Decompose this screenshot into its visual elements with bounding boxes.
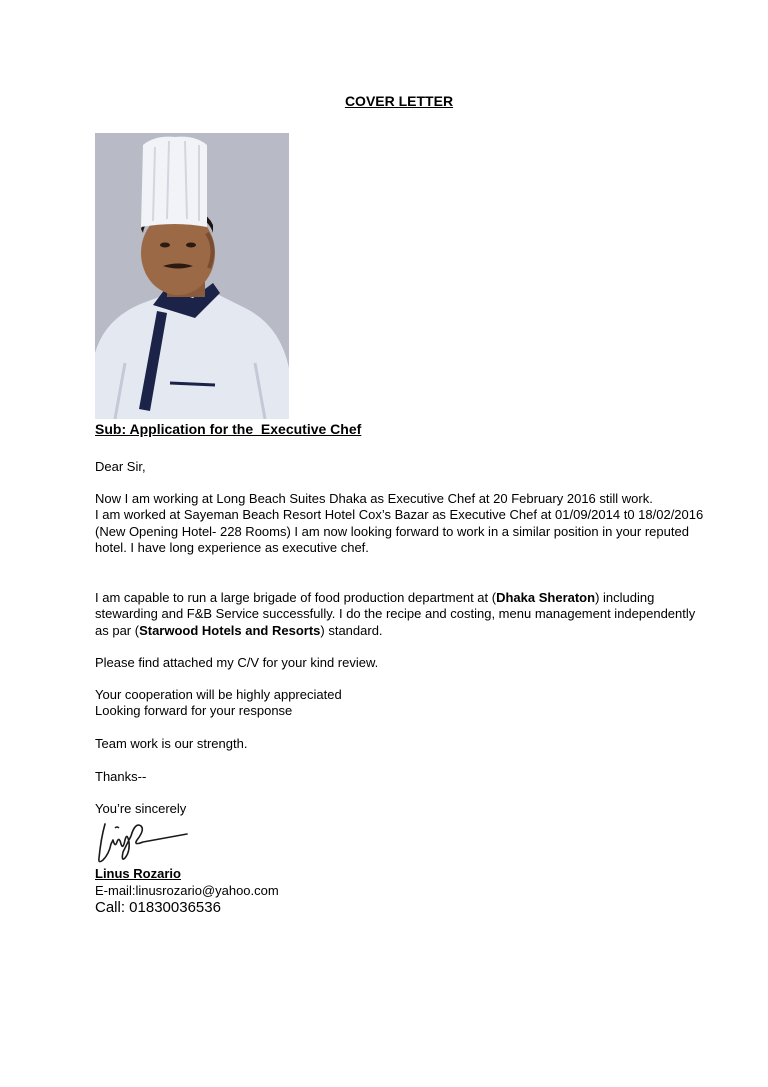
paragraph-line: Looking forward for your response: [95, 703, 293, 719]
subject-line: Sub: Application for the Executive Chef: [95, 421, 362, 437]
paragraph-text: ) including stewarding and F&B Service successfully. I do the recipe and costing, menu management independently as par (: [95, 590, 696, 638]
paragraph-text: I am capable to run a large brigade of food production department at (: [95, 590, 497, 605]
paragraph-cooperation: [95, 687, 705, 720]
contact-phone: Call: 01830036536: [95, 899, 221, 916]
handwritten-signature-icon: [95, 818, 190, 868]
paragraph-thanks: Thanks--: [95, 769, 147, 784]
paragraph-line: Now I am working at Long Beach Suites Dhaka as Executive Chef at 20 February 2016 still work.: [95, 491, 653, 506]
bold-starwood: Starwood Hotels and Resorts: [139, 622, 321, 638]
paragraph-line: Your cooperation will be highly appreciated: [95, 687, 342, 702]
chef-portrait-photo: [95, 133, 289, 419]
paragraph-line: I am worked at Sayeman Beach Resort Hotel Cox’s Bazar as Executive Chef at 01/09/2014 t0 18/02/2016 (New Opening Hotel- 228 Rooms) I am now looking forward to work in a similar position in your reputed hotel. I have long experience as executive chef.: [95, 507, 704, 555]
page-title: COVER LETTER: [344, 93, 454, 109]
paragraph-teamwork: Team work is our strength.: [95, 736, 248, 751]
closing-line: You’re sincerely: [95, 801, 187, 816]
bold-dhaka-sheraton: Dhaka Sheraton: [496, 590, 596, 605]
paragraph-text: ) standard.: [320, 622, 383, 638]
paragraph-attachment: Please find attached my C/V for your kind review.: [95, 655, 379, 670]
contact-email: E-mail:linusrozario@yahoo.com: [95, 883, 279, 898]
signer-name: Linus Rozario: [95, 866, 181, 881]
paragraph-capabilities: [95, 590, 705, 639]
paragraph-current-position: [95, 491, 705, 556]
salutation: Dear Sir,: [95, 459, 146, 474]
chef-portrait-illustration: [95, 133, 289, 419]
